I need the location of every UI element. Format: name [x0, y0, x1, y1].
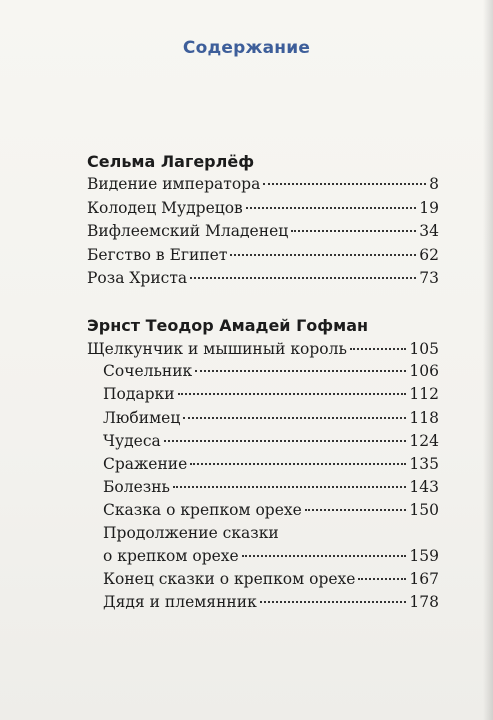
- toc-entry[interactable]: [87, 269, 439, 293]
- author-heading: Сельма Лагерлёф: [87, 152, 255, 171]
- toc-entry[interactable]: [103, 570, 439, 594]
- toc-entry-page: 19: [419, 199, 439, 217]
- toc-entry-title: Подарки: [103, 385, 175, 403]
- toc-entry-page: 167: [409, 570, 439, 588]
- toc-entry-title: о крепком орехе: [103, 547, 239, 565]
- toc-entry-page: 73: [419, 269, 439, 287]
- page-title: Содержание: [182, 38, 311, 58]
- leader-dots: [183, 417, 406, 419]
- toc-entry-title: Вифлеемский Младенец: [87, 222, 289, 240]
- leader-dots: [260, 601, 407, 603]
- toc-entry[interactable]: [103, 501, 439, 525]
- leader-dots: [195, 370, 406, 372]
- leader-dots: [242, 555, 407, 557]
- toc-entry-title: Дядя и племянник: [103, 593, 257, 611]
- toc-entry-title: Конец сказки о крепком орехе: [103, 570, 356, 588]
- leader-dots: [246, 207, 416, 209]
- leader-dots: [305, 509, 407, 511]
- toc-entry-page: 105: [409, 340, 439, 358]
- toc-entry[interactable]: [87, 340, 439, 364]
- toc-entry-title: Роза Христа: [87, 269, 188, 287]
- page-edge-shadow: [483, 0, 493, 720]
- toc-entry-page: 150: [409, 501, 439, 519]
- toc-entry-title: Щелкунчик и мышиный король: [87, 340, 347, 358]
- leader-dots: [190, 463, 406, 465]
- toc-entry[interactable]: [103, 385, 439, 409]
- toc-entry-page: 143: [409, 478, 439, 496]
- toc-entry-page: 118: [409, 409, 439, 427]
- toc-entry[interactable]: [103, 478, 439, 502]
- toc-entry-page: 159: [409, 547, 439, 565]
- toc-entry-page: 124: [409, 432, 439, 450]
- toc-entry[interactable]: [103, 593, 439, 617]
- leader-dots: [173, 486, 406, 488]
- toc-entry-page: 34: [419, 222, 439, 240]
- toc-entry[interactable]: [103, 455, 439, 479]
- toc-entry-page: 112: [409, 385, 439, 403]
- toc-entry-title: Сказка о крепком орехе: [103, 501, 302, 519]
- leader-dots: [178, 393, 407, 395]
- toc-entry[interactable]: [87, 199, 439, 223]
- toc-entry-title: Колодец Мудрецов: [87, 199, 243, 217]
- toc-entry-page: 106: [409, 362, 439, 380]
- toc-entry-page: 135: [409, 455, 439, 473]
- leader-dots: [358, 578, 406, 580]
- leader-dots: [350, 348, 406, 350]
- leader-dots: [230, 254, 416, 256]
- toc-entry[interactable]: [103, 409, 439, 433]
- toc-entry-page: 178: [409, 593, 439, 611]
- toc-entry[interactable]: [103, 362, 439, 386]
- toc-entry-title: Сражение: [103, 455, 188, 473]
- author-heading: Эрнст Теодор Амадей Гофман: [87, 316, 369, 335]
- toc-entry-title: Любимец: [103, 409, 181, 427]
- toc-entry[interactable]: [87, 246, 439, 270]
- toc-entry-continued[interactable]: [103, 524, 439, 548]
- toc-entry-page: 62: [419, 246, 439, 264]
- toc-entry[interactable]: [103, 547, 439, 571]
- toc-entry[interactable]: [87, 222, 439, 246]
- leader-dots: [190, 277, 416, 279]
- toc-entry-title: Продолжение сказки: [103, 524, 279, 542]
- toc-entry-title: Сочельник: [103, 362, 193, 380]
- leader-dots: [291, 230, 416, 232]
- toc-entry-title: Видение императора: [87, 175, 261, 193]
- toc-entry-title: Бегство в Египет: [87, 246, 228, 264]
- toc-entry-page: 8: [429, 175, 439, 193]
- leader-dots: [164, 440, 407, 442]
- toc-entry[interactable]: [103, 432, 439, 456]
- toc-entry-title: Болезнь: [103, 478, 170, 496]
- toc-entry[interactable]: [87, 175, 439, 199]
- leader-dots: [263, 183, 426, 185]
- toc-entry-title: Чудеса: [103, 432, 161, 450]
